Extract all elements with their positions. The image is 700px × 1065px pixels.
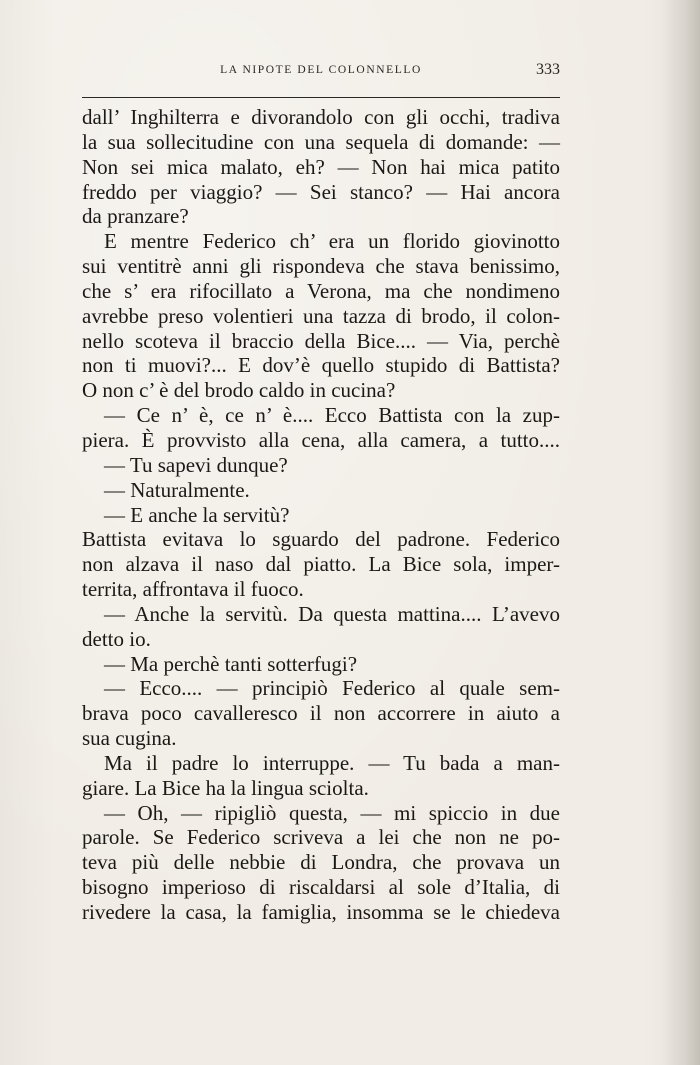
running-title: LA NIPOTE DEL COLONNELLO bbox=[220, 64, 422, 76]
body-text bbox=[82, 105, 560, 925]
page-header bbox=[82, 61, 560, 86]
text-line: da pranzare? bbox=[82, 204, 189, 229]
text-line: nello scoteva il braccio della Bice.... — Via, perchè bbox=[82, 328, 560, 353]
text-line: dall’ Inghilterra e divorandolo con gli occhi, tradiva bbox=[82, 105, 560, 129]
text-line: sui ventitrè anni gli rispondeva che stava benissimo, bbox=[82, 254, 560, 279]
text-line: teva più delle nebbie di Londra, che provava un bbox=[82, 850, 560, 875]
page-edge-shadow bbox=[662, 0, 700, 1065]
text-line: Ma il padre lo interruppe. — Tu bada a man- bbox=[104, 750, 560, 775]
text-line: — Tu sapevi dunque? bbox=[104, 452, 288, 477]
text-line: giare. La Bice ha la lingua sciolta. bbox=[82, 775, 369, 800]
text-line: la sua sollecitudine con una sequela di domande: — bbox=[82, 129, 560, 154]
text-line: bisogno imperioso di riscaldarsi al sole d’Italia, di bbox=[82, 875, 560, 900]
text-line: — Oh, — ripigliò questa, — mi spiccio in due bbox=[104, 800, 560, 825]
text-line: Non sei mica malato, eh? — Non hai mica patito bbox=[82, 154, 560, 179]
text-line: E mentre Federico ch’ era un florido giovinotto bbox=[104, 229, 560, 254]
text-line: brava poco cavalleresco il non accorrere in aiuto a bbox=[82, 701, 560, 726]
text-line: detto io. bbox=[82, 626, 151, 651]
text-line: freddo per viaggio? — Sei stanco? — Hai ancora bbox=[82, 179, 560, 204]
text-line: piera. È provvisto alla cena, alla camera, a tutto.... bbox=[82, 427, 560, 452]
text-line: O non c’ è del brodo caldo in cucina? bbox=[82, 378, 396, 403]
text-line: rivedere la casa, la famiglia, insomma se le chiedeva bbox=[82, 900, 560, 924]
text-line: non alzava il naso dal piatto. La Bice sola, imper- bbox=[82, 552, 560, 577]
text-line: — Naturalmente. bbox=[104, 477, 250, 502]
text-line: Battista evitava lo sguardo del padrone. Federico bbox=[82, 527, 560, 552]
text-line: avrebbe preso volentieri una tazza di brodo, il colon- bbox=[82, 303, 560, 328]
text-line: sua cugina. bbox=[82, 726, 177, 751]
text-line: che s’ era rifocillato a Verona, ma che nondimeno bbox=[82, 278, 560, 303]
text-line: territa, affrontava il fuoco. bbox=[82, 577, 304, 602]
text-line: — Ma perchè tanti sotterfugi? bbox=[104, 651, 358, 676]
text-line: — Ce n’ è, ce n’ è.... Ecco Battista con la zup- bbox=[104, 403, 560, 428]
text-line: — Ecco.... — principiò Federico al quale sem- bbox=[104, 676, 560, 701]
header-rule bbox=[82, 97, 560, 98]
text-line: parole. Se Federico scriveva a lei che non ne po- bbox=[82, 825, 560, 850]
page-number: 333 bbox=[536, 61, 560, 78]
text-line: non ti muovi?... E dov’è quello stupido di Battista? bbox=[82, 353, 560, 378]
text-line: — E anche la servitù? bbox=[104, 502, 290, 527]
text-line: — Anche la servitù. Da questa mattina.... L’avevo bbox=[104, 601, 560, 626]
